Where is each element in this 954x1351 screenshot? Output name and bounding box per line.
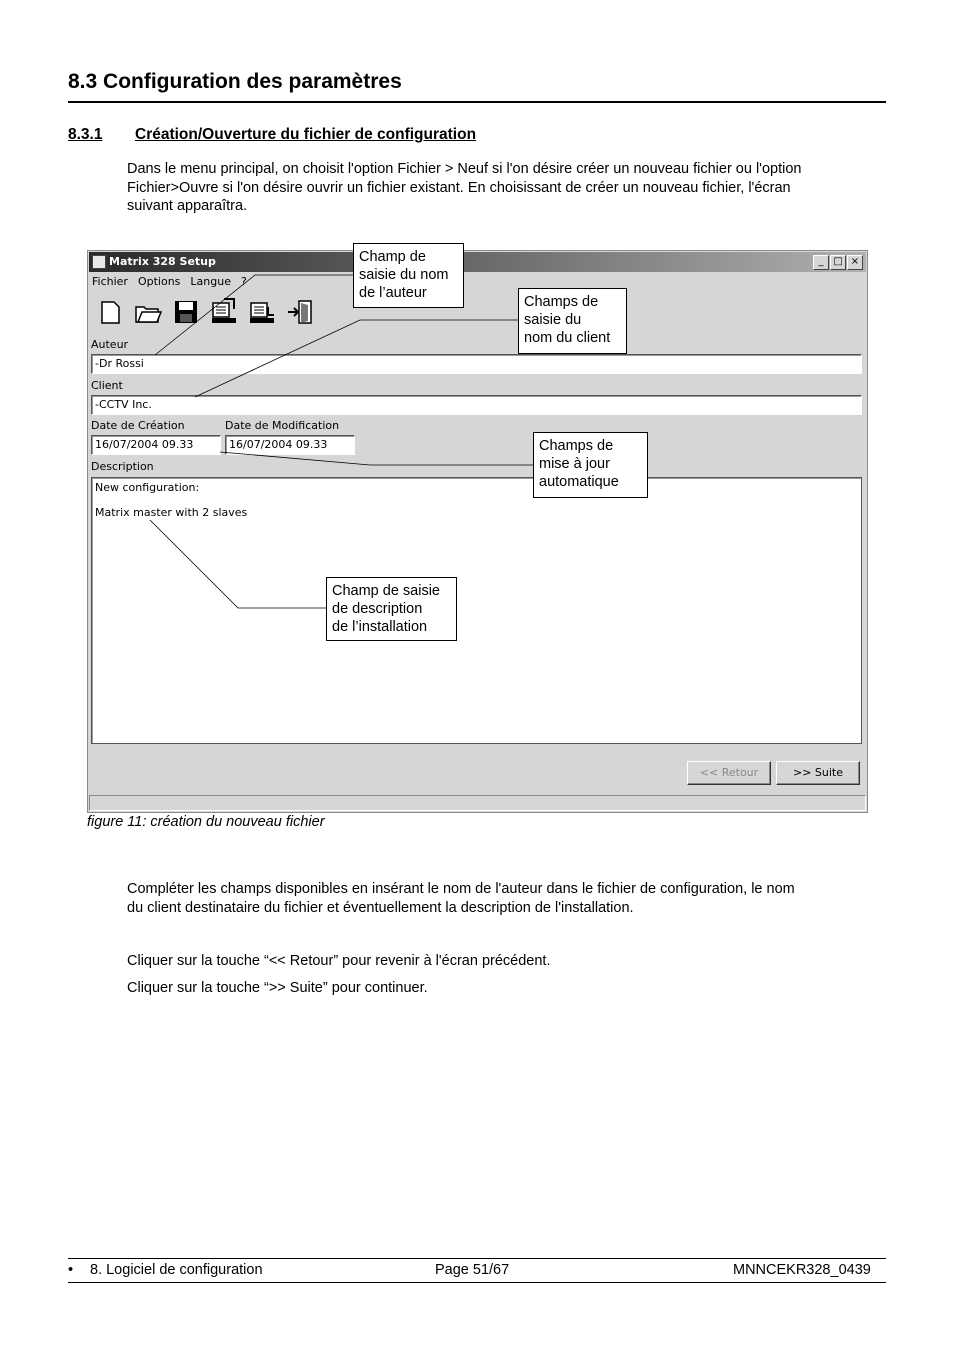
suite-button[interactable]: >> Suite xyxy=(776,761,860,785)
retour-button[interactable]: << Retour xyxy=(687,761,771,785)
minimize-icon[interactable]: _ xyxy=(813,255,829,270)
maximize-icon[interactable]: □ xyxy=(830,255,846,270)
auteur-input[interactable]: -Dr Rossi xyxy=(91,354,862,374)
footer-chapter: 8. Logiciel de configuration xyxy=(90,1262,263,1278)
footer-page-number: Page 51/67 xyxy=(435,1262,510,1278)
date-modification-field: 16/07/2004 09.33 xyxy=(225,435,355,455)
date-modification-label: Date de Modification xyxy=(225,419,340,432)
callout-line: automatique xyxy=(539,474,619,490)
callout-line: mise à jour xyxy=(539,456,610,472)
client-input[interactable]: -CCTV Inc. xyxy=(91,395,862,415)
client-leader xyxy=(195,320,520,397)
callout-dates xyxy=(533,432,648,498)
menu-fichier[interactable]: Fichier xyxy=(92,275,128,288)
callout-description xyxy=(326,577,457,641)
subsection-number: 8.3.1 xyxy=(68,126,103,143)
callout-client xyxy=(518,288,627,354)
footer-doc-code: MNNCEKR328_0439 xyxy=(733,1262,871,1278)
callout-auteur xyxy=(353,243,464,308)
auteur-leader xyxy=(155,275,355,355)
body-paragraph xyxy=(127,880,887,917)
callout-line: Champ de saisie xyxy=(332,583,440,599)
figure-caption: figure 11: création du nouveau fichier xyxy=(87,814,325,830)
footer-rule-bottom xyxy=(68,1282,886,1283)
description-label: Description xyxy=(91,460,154,473)
intro-line: Fichier>Ouvre si l'on désire ouvrir un fichier existant. En choisissant de créer un nouveau fichier, l'écran xyxy=(127,179,791,196)
description-line: Matrix master with 2 slaves xyxy=(95,506,248,519)
menu-help[interactable]: ? xyxy=(240,275,247,288)
auteur-label: Auteur xyxy=(91,338,129,351)
date-creation-label: Date de Création xyxy=(91,419,185,432)
footer-bullet: • xyxy=(68,1262,74,1278)
subsection-title: Création/Ouverture du fichier de configuration xyxy=(135,126,477,143)
callout-line: de l’installation xyxy=(332,619,428,635)
callout-line: nom du client xyxy=(524,330,611,346)
suite-instruction: Cliquer sur la touche “>> Suite” pour continuer. xyxy=(127,980,428,996)
date-creation-field: 16/07/2004 09.33 xyxy=(91,435,221,455)
retour-instruction: Cliquer sur la touche “<< Retour” pour revenir à l'écran précédent. xyxy=(127,953,551,969)
body-line: Compléter les champs disponibles en insérant le nom de l'auteur dans le fichier de configuration, le nom xyxy=(127,881,795,897)
window-title: Matrix 328 Setup xyxy=(109,255,216,268)
description-line: New configuration: xyxy=(95,481,200,494)
callout-line: de description xyxy=(332,601,423,617)
body-line: du client destinataire du fichier et éventuellement la description de l'installation. xyxy=(127,899,634,916)
dates-leader xyxy=(220,452,534,465)
callout-line: de l’auteur xyxy=(359,285,427,301)
footer-rule-top xyxy=(68,1258,886,1259)
menu-langue[interactable]: Langue xyxy=(190,275,231,288)
close-icon[interactable]: × xyxy=(847,255,863,270)
callout-line: saisie du nom xyxy=(359,267,449,283)
description-leader xyxy=(150,520,327,608)
callout-line: saisie du xyxy=(524,312,582,328)
callout-line: Champ de xyxy=(359,249,426,265)
menu-options[interactable]: Options xyxy=(137,275,181,288)
section-heading: 8.3 Configuration des paramètres xyxy=(68,70,402,93)
callout-line: Champs de xyxy=(539,438,614,454)
intro-line: suivant apparaîtra. xyxy=(127,198,248,214)
callout-line: Champs de xyxy=(524,294,599,310)
intro-line: Dans le menu principal, on choisit l'option Fichier > Neuf si l'on désire créer un nouveau fichier ou l'option xyxy=(127,161,802,177)
client-label: Client xyxy=(91,379,123,392)
